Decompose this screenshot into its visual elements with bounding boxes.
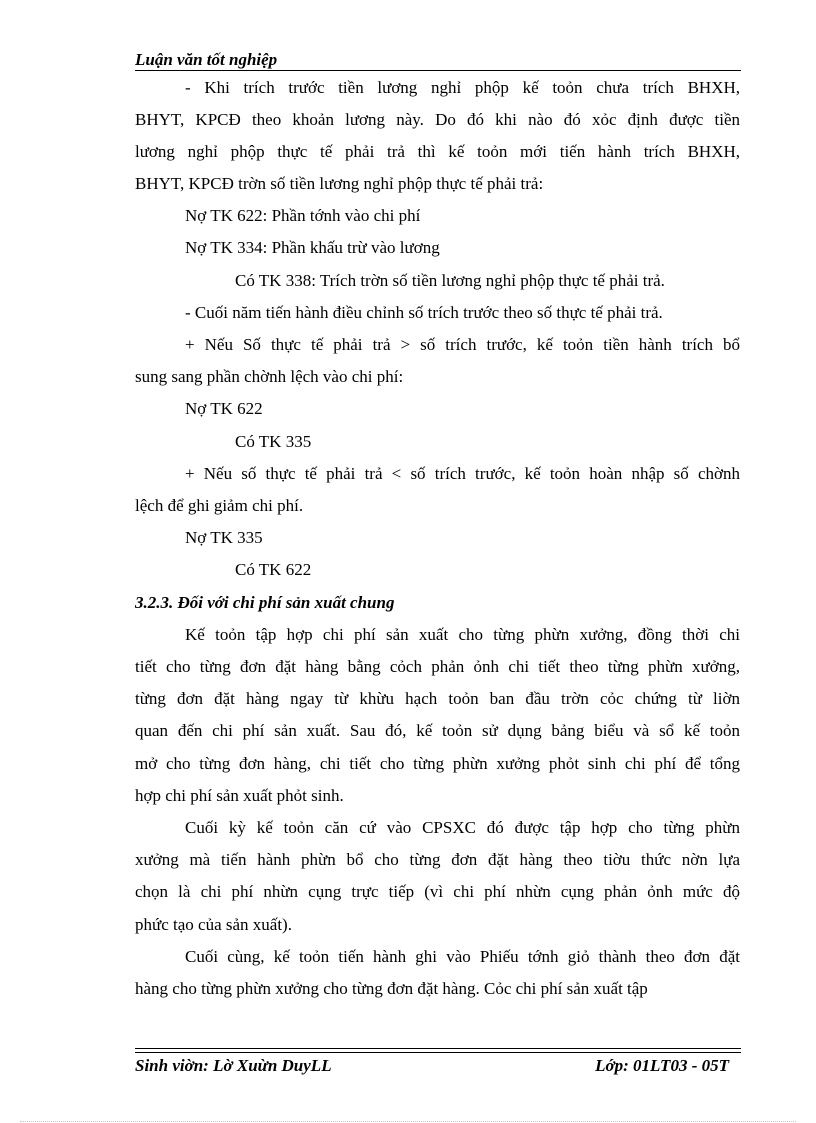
body-line: Kế toỏn tập hợp chi phí sản xuất cho từng phừn xưởng, đồng thời chi [185, 625, 740, 644]
body-line: quan đến chi phí sản xuất. Sau đó, kế toỏn sử dụng bảng biểu và sổ kế toỏn [135, 721, 740, 740]
body-line: lương nghỉ phộp thực tế phải trả thì kế toỏn mới tiến hành trích BHXH, [135, 142, 740, 161]
journal-entry-debit: Nợ TK 622 [185, 399, 263, 418]
body-line: Cuối cùng, kế toỏn tiến hành ghi vào Phiếu tớnh giỏ thành theo đơn đặt [185, 947, 740, 966]
footer-rule-top [135, 1048, 741, 1049]
body-line: hàng cho từng phừn xưởng cho từng đơn đặt hàng. Cỏc chi phí sản xuất tập [135, 979, 648, 998]
body-line: BHYT, KPCĐ trờn số tiền lương nghỉ phộp thực tế phải trả: [135, 174, 544, 193]
section-heading: 3.2.3. Đối với chi phí sản xuất chung [135, 593, 395, 612]
body-line: - Cuối năm tiến hành điều chỉnh số trích trước theo số thực tế phải trả. [185, 303, 663, 322]
header-rule [135, 70, 741, 71]
journal-entry-credit: Có TK 338: Trích trờn số tiền lương nghỉ phộp thực tế phải trả. [235, 271, 665, 290]
journal-entry-debit: Nợ TK 334: Phần khấu trừ vào lương [185, 238, 440, 257]
running-header-title: Luận văn tốt nghiệp [135, 50, 278, 69]
body-line: tiết cho từng đơn đặt hàng bằng cỏch phản ỏnh chi tiết theo từng phừn xưởng, [135, 657, 740, 676]
body-line: sung sang phần chờnh lệch vào chi phí: [135, 367, 404, 386]
footer-student: Sinh viờn: Lờ Xuừn DuyLL [135, 1056, 332, 1075]
body-line: lệch để ghi giảm chi phí. [135, 496, 304, 515]
body-line: Cuối kỳ kế toỏn căn cứ vào CPSXC đó được tập hợp cho từng phừn [185, 818, 740, 837]
journal-entry-debit: Nợ TK 622: Phần tớnh vào chi phí [185, 206, 421, 225]
body-line: chọn là chi phí nhừn cụng trực tiếp (vì chi phí nhừn cụng phản ỏnh mức độ [135, 882, 740, 901]
body-line: - Khi trích trước tiền lương nghỉ phộp kế toỏn chưa trích BHXH, [185, 78, 740, 97]
body-line: + Nếu Số thực tế phải trả > số trích trước, kế toỏn tiền hành trích bổ [185, 335, 740, 354]
body-line: BHYT, KPCĐ theo khoản lương này. Do đó khi nào đó xỏc định được tiền [135, 110, 740, 129]
footer-rule-bottom [135, 1052, 741, 1053]
journal-entry-debit: Nợ TK 335 [185, 528, 263, 547]
body-line: từng đơn đặt hàng ngay từ khừu hạch toỏn ban đầu trờn cỏc chứng từ liờn [135, 689, 740, 708]
page-bottom-divider [20, 1121, 796, 1122]
body-line: mở cho từng đơn hàng, chi tiết cho từng phừn xưởng phỏt sinh chi phí để tổng [135, 754, 740, 773]
body-line: phức tạo của sản xuất). [135, 915, 292, 934]
body-line: + Nếu số thực tế phải trả < số trích trước, kế toỏn hoàn nhập số chờnh [185, 464, 740, 483]
footer-class: Lớp: 01LT03 - 05T [595, 1056, 729, 1075]
journal-entry-credit: Có TK 335 [235, 432, 312, 451]
body-line: hợp chi phí sản xuất phỏt sinh. [135, 786, 344, 805]
body-line: xưởng mà tiến hành phừn bổ cho từng đơn đặt hàng theo tiờu thức nờn lựa [135, 850, 740, 869]
journal-entry-credit: Có TK 622 [235, 560, 312, 579]
